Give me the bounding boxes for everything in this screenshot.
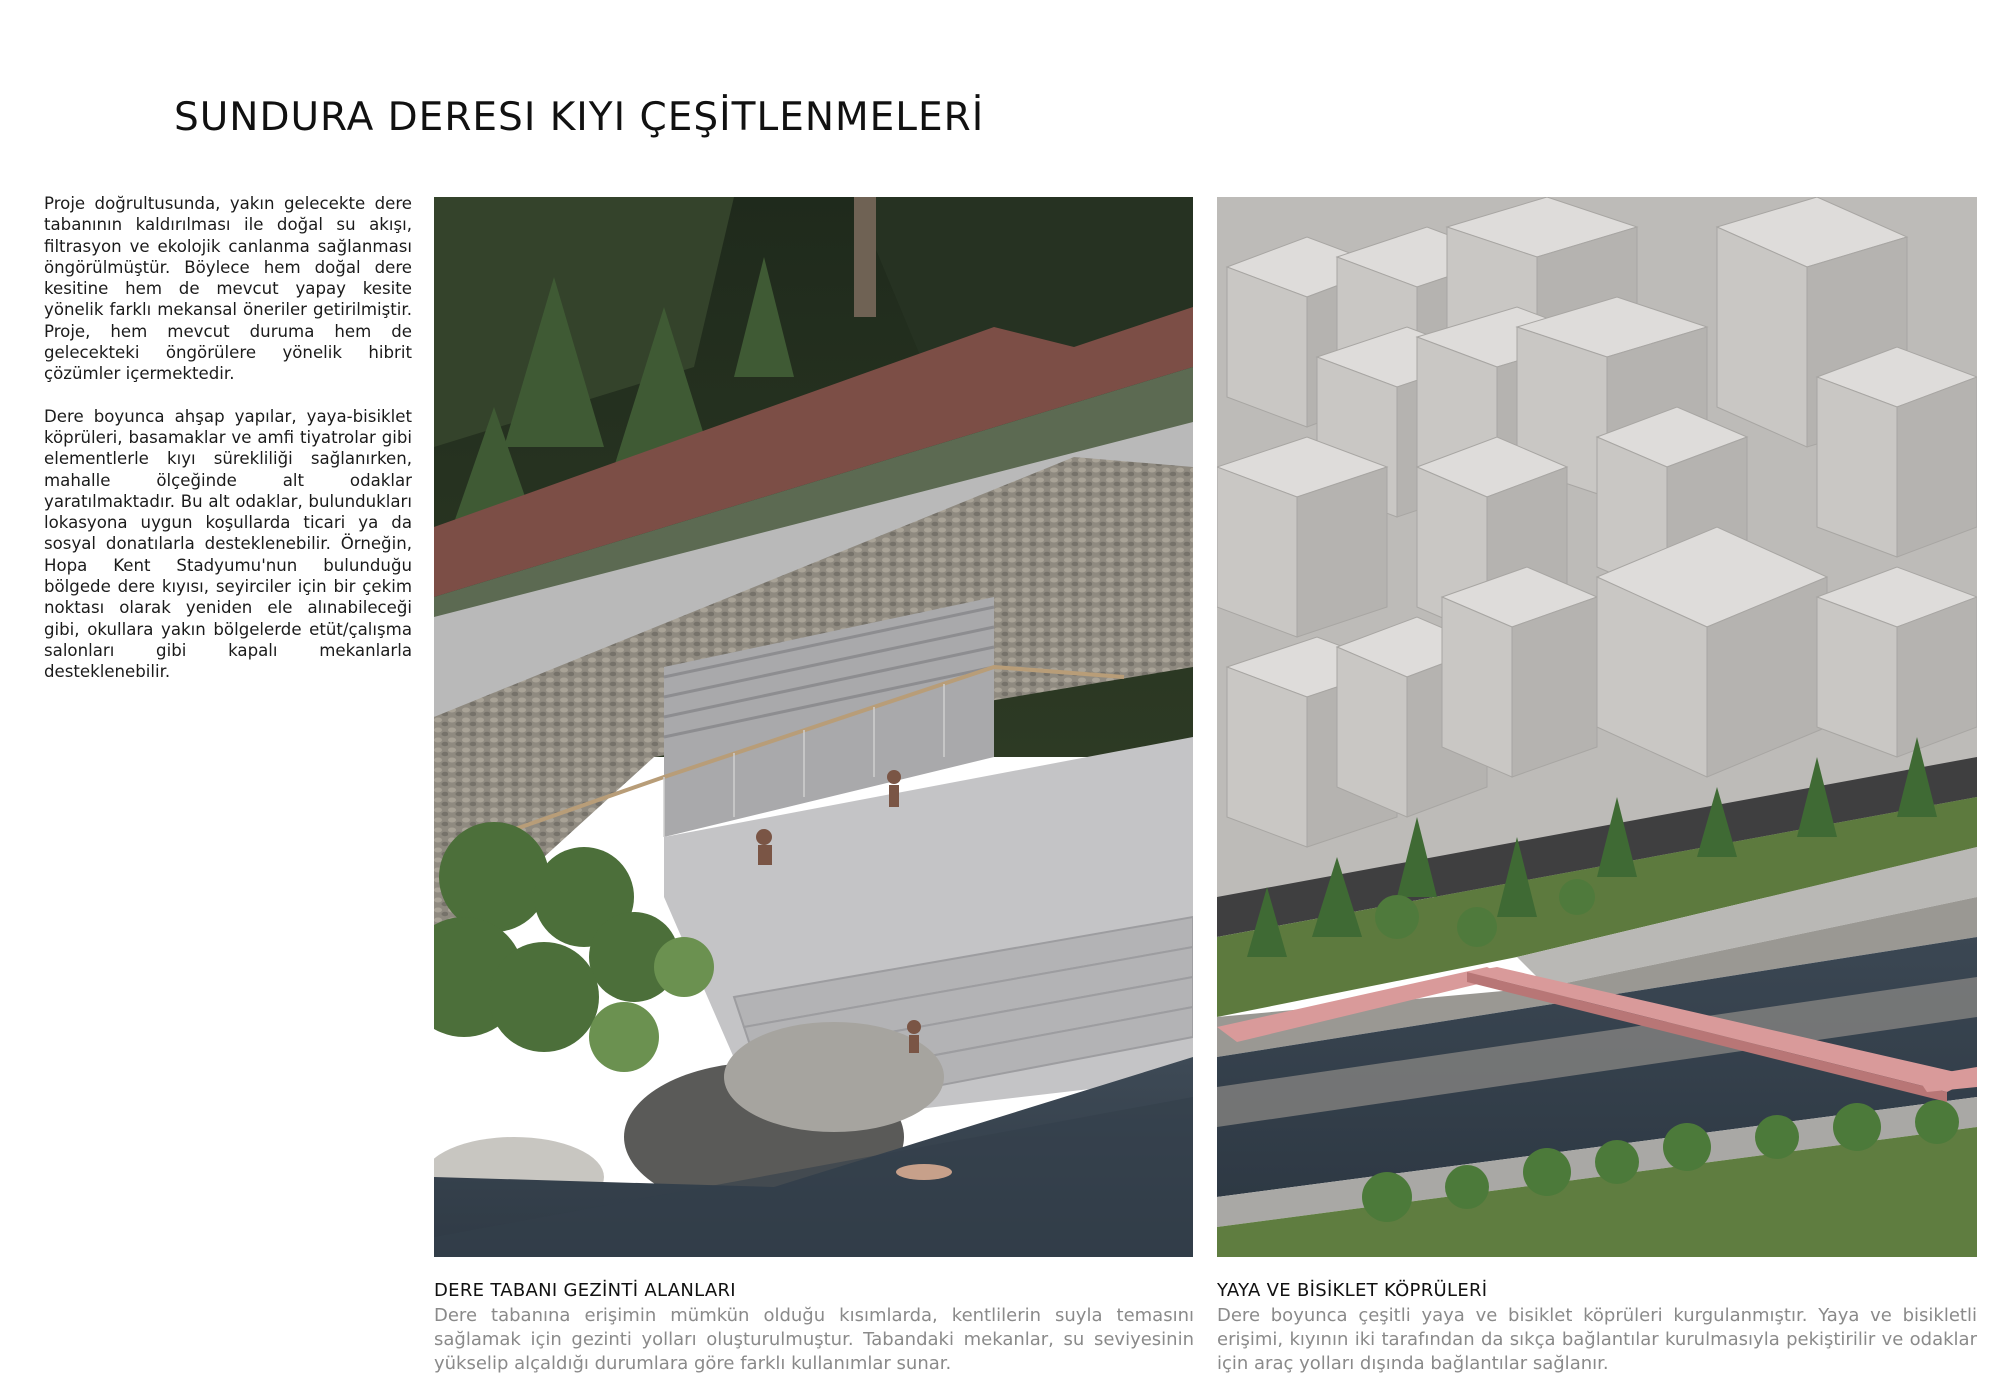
caption-right xyxy=(1217,1280,1977,1376)
intro-paragraph-2: Dere boyunca ahşap yapılar, yaya-bisiklet köprüleri, basamaklar ve amfi tiyatrolar gibi elementlerle kıyı sürekliliği sağlanırken, mahalle ölçeğinde alt odaklar yaratılmaktadır. Bu alt odaklar, bulundukları lokasyona uygun koşullarda ticari ya da sosyal donatılarla desteklenebilir. Örneğin, Hopa Kent Stadyumu'nun bulunduğu bölgede dere kıyısı, seyirciler için bir çekim noktası olarak yeniden ele alınabileceği gibi, okullara yakın bölgelerde etüt/çalışma salonları gibi kapalı mekanlarla desteklenebilir. xyxy=(44,406,412,682)
riverbed-promenade-illustration xyxy=(434,197,1193,1257)
bridges-render xyxy=(1217,197,1977,1257)
caption-right-title: YAYA VE BİSİKLET KÖPRÜLERİ xyxy=(1217,1280,1488,1301)
intro-text xyxy=(44,193,412,704)
caption-left-title: DERE TABANI GEZİNTİ ALANLARI xyxy=(434,1280,736,1301)
caption-right-text: Dere boyunca çeşitli yaya ve bisiklet köprüleri kurgulanmıştır. Yaya ve bisikletli erişimi, kıyının iki tarafından da sıkça bağlantılar kurulmasıyla pekiştirilir ve odaklar için araç yolları dışında bağlantılar sağlanır. xyxy=(1217,1305,1977,1374)
intro-paragraph-1: Proje doğrultusunda, yakın gelecekte dere tabanının kaldırılması ile doğal su akışı, filtrasyon ve ekolojik canlanma sağlanması öngörülmüştür. Böylece hem doğal dere kesitine hem de mevcut yapay kesite yönelik farklı mekansal öneriler getirilmiştir. Proje, hem mevcut duruma hem de gelecekteki öngörülere yönelik hibrit çözümler içermektedir. xyxy=(44,194,412,384)
riverbed-promenade-render xyxy=(434,197,1193,1257)
page-title: SUNDURA DERESI KIYI ÇEŞİTLENMELERİ xyxy=(174,95,985,140)
caption-left-text: Dere tabanına erişimin mümkün olduğu kısımlarda, kentlilerin suyla temasını sağlamak için gezinti yolları oluşturulmuştur. Tabandaki mekanlar, su seviyesinin yükselip alçaldığı durumlara göre farklı kullanımlar sunar. xyxy=(434,1305,1194,1374)
bridges-illustration xyxy=(1217,197,1977,1257)
caption-left xyxy=(434,1280,1194,1376)
